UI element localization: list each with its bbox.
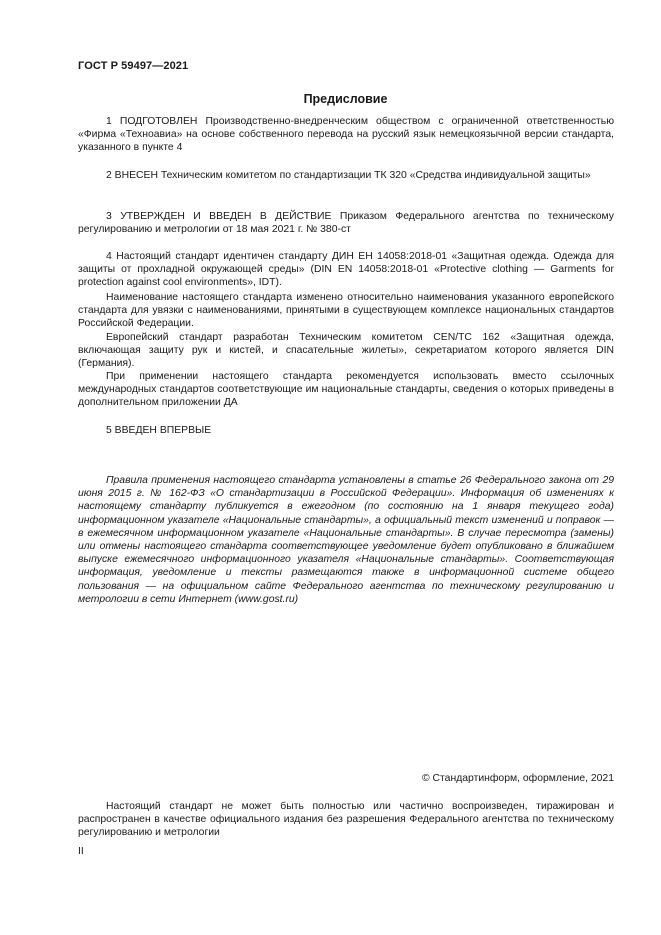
page-title: Предисловие xyxy=(303,92,388,106)
paragraph-3-approved: 3 УТВЕРЖДЕН И ВВЕДЕН В ДЕЙСТВИЕ Приказом Федерального агентства по техническому регулированию и метрологии от 18 мая 2021 г. № 380-ст xyxy=(78,211,614,236)
rules-notice: Правила применения настоящего стандарта установлены в статье 26 Федерального закона от 29 июня 2015 г. № 162-ФЗ «О стандартизации в Российской Федерации». Информация об изменениях к настоящему стандарту публикуется в ежегодном (по состоянию на 1 января текущего года) информационном указателе «Национальные стандарты», а официальный текст изменений и поправок — в ежемесячном информационном указателе «Национальные стандарты». В случае пересмотра (замены) или отмены настоящего стандарта соответствующее уведомление будет опубликовано в ближайшем выпуске ежемесячного информационного указателя «Национальные стандарты». Соответствующая информация, уведомление и тексты размещаются также в информационной системе общего пользования — на официальном сайте Федерального агентства по техническому регулированию и метрологии в сети Интернет (www.gost.ru) xyxy=(78,475,614,605)
paragraph-2-submitted: 2 ВНЕСЕН Техническим комитетом по стандартизации ТК 320 «Средства индивидуальной защиты» xyxy=(106,170,591,181)
standard-header: ГОСТ Р 59497—2021 xyxy=(78,60,189,72)
paragraph-name-change: Наименование настоящего стандарта изменено относительно наименования указанного европейского стандарта для увязки с наименованиями, принятыми в существующем комплексе национальных стандартов Российской Федерации. xyxy=(78,292,614,330)
paragraph-european-standard: Европейский стандарт разработан Техническим комитетом CEN/TC 162 «Защитная одежда, включающая защиту рук и кистей, и спасательные жилеты», секретариатом которого является DIN (Германия). xyxy=(78,332,614,370)
page-number: II xyxy=(78,846,84,857)
reproduction-notice: Настоящий стандарт не может быть полностью или частично воспроизведен, тиражирован и распространен в качестве официального издания без разрешения Федерального агентства по техническому регулированию и метрологии xyxy=(78,801,614,839)
paragraph-4-identical: 4 Настоящий стандарт идентичен стандарту ДИН ЕН 14058:2018-01 «Защитная одежда. Одежда для защиты от прохладной окружающей среды» (DIN EN 14058:2018-01 «Protective clothing — Garments for protection against cool environments», IDT). xyxy=(78,251,614,289)
paragraph-references: При применении настоящего стандарта рекомендуется использовать вместо ссылочных международных стандартов соответствующие им национальные стандарты, сведения о которых приведены в дополнительном приложении ДА xyxy=(78,371,614,409)
paragraph-1-prepared: 1 ПОДГОТОВЛЕН Производственно-внедренческим обществом с ограниченной ответственностью «Фирма «Техноавиа» на основе собственного перевода на русский язык немецкоязычной версии стандарта, указанного в пункте 4 xyxy=(78,116,614,154)
copyright-line: © Стандартинформ, оформление, 2021 xyxy=(421,773,614,784)
paragraph-5-first-introduced: 5 ВВЕДЕН ВПЕРВЫЕ xyxy=(106,425,212,436)
